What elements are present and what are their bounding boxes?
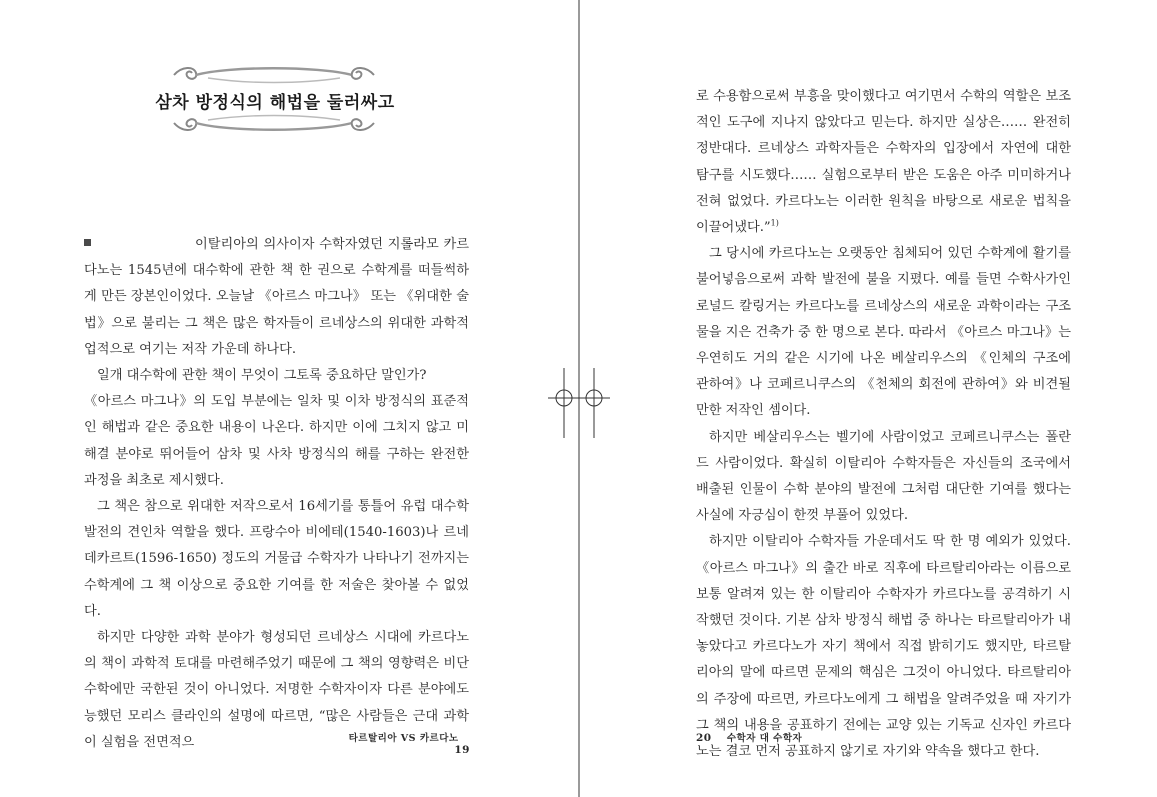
running-title: 타르탈리아 VS 카르다노 (348, 733, 459, 744)
left-page (0, 0, 578, 797)
paragraph: 하지만 베살리우스는 벨기에 사람이었고 코페르니쿠스는 폴란드 사람이었다. 확실히 이탈리아 수학자들은 자신들의 조국에서 배출된 인물이 수학 분야의 발전에 그처럼 대단한 기여를 했다는 사실에 자긍심이 한껏 부풀어 있었다. (696, 429, 1071, 524)
paragraph-text: 이탈리아의 의사이자 수학자였던 지롤라모 카르다노는 1545년에 대수학에 관한 책 한 권으로 수학계를 떠들썩하게 만든 장본인이었다. 오늘날 《아르스 마그나》 또는 《위대한 술법》으로 불리는 그 책은 많은 학자들이 르네상스의 위대한 과학적 업적으로 여기는 저작 가운데 하나다. (84, 237, 469, 357)
paragraph: 그 당시에 카르다노는 오랫동안 침체되어 있던 수학계에 활기를 불어넣음으로써 과학 발전에 불을 지폈다. 예를 들면 수학사가인 로널드 칼링거는 카르다노를 르네상스의 새로운 과학이라는 구조물을 지은 건축가 중 한 명으로 본다. 따라서 《아르스 마그나》는 우연히도 거의 같은 시기에 나온 베살리우스의 《인체의 구조에 관하여》나 코페르니쿠스의 《천체의 회전에 관하여》와 비견될 만한 저작인 셈이다. (696, 246, 1071, 419)
paragraph: 일개 대수학에 관한 책이 무엇이 그토록 중요하단 말인가? (97, 368, 427, 384)
paragraph: 하지만 다양한 과학 분야가 형성되던 르네상스 시대에 카르다노의 책이 과학적 토대를 마련해주었기 때문에 그 책의 영향력은 비단 수학에만 국한된 것이 아니었다. 저명한 수학자이자 다른 분야에도 능했던 모리스 클라인의 설명에 따르면, “많은 사람들은 근대 과학이 실험을 전면적으 (84, 630, 469, 750)
paragraph: 하지만 이탈리아 수학자들 가운데서도 딱 한 명 예외가 있었다. 《아르스 마그나》의 출간 바로 직후에 타르탈리아라는 이름으로 보통 알려져 있는 한 이탈리아 수학자가 카르다노를 공격하기 시작했던 것이다. 기본 삼차 방정식 해법 중 하나는 타르탈리아가 내놓았다고 카르다노가 자기 책에서 직접 밝히기도 했지만, 타르탈리아의 말에 따르면 문제의 핵심은 그것이 아니었다. 타르탈리아의 주장에 따르면, 카르다노에게 그 해법을 알려주었을 때 자기가 그 책의 내용을 공표하기 전에는 교양 있는 기독교 신자인 카르다노는 결코 먼저 공표하지 않기로 자기와 약속을 했다고 한다. (696, 534, 1071, 760)
registration-crop-mark-icon (548, 368, 610, 438)
right-page-footer (696, 730, 896, 744)
footnote-marker: 1) (770, 218, 779, 228)
running-title: 수학자 대 수학자 (726, 733, 803, 744)
square-bullet-icon (84, 239, 91, 246)
top-scroll-ornament (168, 64, 380, 86)
bottom-scroll-ornament (168, 112, 380, 134)
paragraph: 《아르스 마그나》의 도입 부분에는 일차 및 이차 방정식의 표준적인 해법과 같은 중요한 내용이 나온다. 하지만 이에 그치지 않고 미해결 분야로 뛰어들어 삼차 및 사차 방정식의 해를 구하는 완전한 과정을 최초로 제시했다. (84, 394, 469, 488)
left-body-text (84, 232, 469, 756)
paragraph (84, 232, 469, 363)
right-page (580, 0, 1157, 797)
paragraph-text: 로 수용함으로써 부흥을 맞이했다고 여기면서 수학의 역할은 보조적인 도구에 지나지 않았다고 믿는다. 하지만 실상은…… 완전히 정반대다. 르네상스 과학자들은 수학자의 입장에서 자연에 대한 탐구를 시도했다…… 실험으로부터 받은 도움은 아주 미미하거나 전혀 없었다. 카르다노는 이러한 원칙을 바탕으로 새로운 법칙을 이끌어냈다.” (696, 89, 1071, 236)
paragraph (696, 84, 1071, 241)
page-number: 20 (696, 732, 712, 744)
left-page-footer (340, 730, 470, 756)
chapter-title: 삼차 방정식의 해법을 둘러싸고 (155, 93, 395, 113)
right-body-text (696, 84, 1071, 765)
page-number: 19 (454, 744, 470, 756)
paragraph: 그 책은 참으로 위대한 저작으로서 16세기를 통틀어 유럽 대수학 발전의 견인차 역할을 했다. 프랑수아 비에테(1540-1603)나 르네 데카르트(1596-1650) 정도의 거물급 수학자가 나타나기 전까지는 수학계에 그 책 이상으로 중요한 기여를 한 저술은 찾아볼 수 없었다. (84, 499, 469, 619)
